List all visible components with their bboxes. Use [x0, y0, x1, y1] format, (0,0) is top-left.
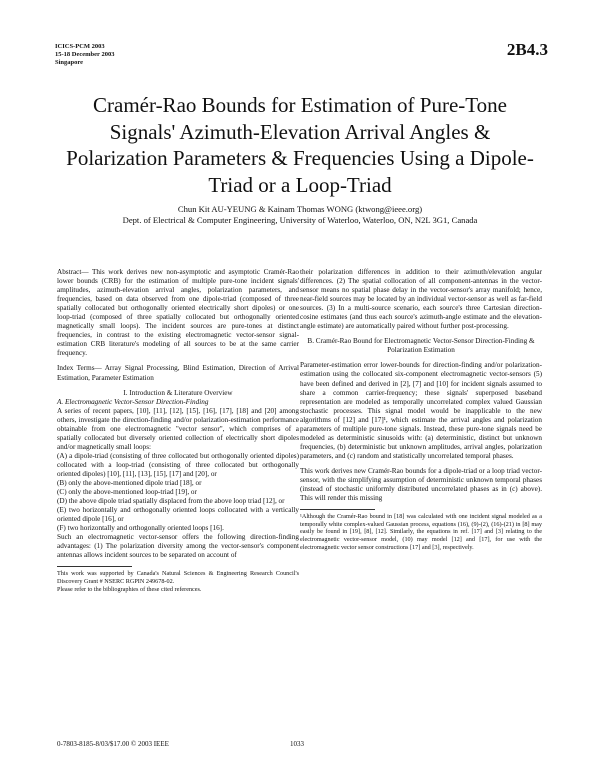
- conference-line: Singapore: [55, 59, 84, 66]
- paragraph: A series of recent papers, [10], [11], [12], [15], [16], [17], [18] and [20] among others, investigate the direction-finding and/or polarization-estimation performance obtainable from one electromagnetic "vector sensor", which comprises of a spatially collocated but diversely oriented collection of electrically short dipoles and/or magnetically small loops:: [57, 406, 299, 451]
- conference-line: 15-18 December 2003: [55, 51, 115, 58]
- isbn-line: 0-7803-8185-8/03/$17.00 © 2003 IEEE: [57, 740, 169, 748]
- list-item: (D) the above dipole triad spatially displaced from the above loop triad [12], or: [57, 497, 285, 506]
- affiliation: Dept. of Electrical & Computer Engineering, University of Waterloo, Waterloo, ON, N2L 3G1, Canada: [122, 215, 478, 225]
- footnote-rule: [57, 566, 132, 567]
- paper-title: Cramér-Rao Bounds for Estimation of Pure-Tone Signals' Azimuth-Elevation Arrival Angles & Polarization Parameters & Frequencies Using a Dipole-Triad or a Loop-Triad: [66, 93, 534, 197]
- list-item: (C) only the above-mentioned loop-triad [19], or: [57, 488, 197, 497]
- paragraph: This work derives new Cramér-Rao bounds for a dipole-triad or a loop triad vector-sensor, with the simplifying assumption of deterministic unknown temporal phases (instead of stochastic uniformly distributed uncorrelated phases as in (c) above). This will render this missing: [300, 466, 542, 503]
- paragraph: Parameter-estimation error lower-bounds for direction-finding and/or polarization-estimation using the collocated six-component electromagnetic vector-sensors (5) have been defined and derived in [2], [7] and [10] for incident signals assumed to share a common carrier-frequency; these signals' superposed baseband representation are modeled as temporally uncorrelated complex valued Gaussian stochastic processes. This signal model would be inapplicable to the new algorithms of [12] and [17]¹, which estimate the arrival angles and polarization parameters of multiple pure-tone signals. Instead, these pure-tone signals need be modeled as deterministic sinusoids with: (a) deterministic, distinct but unknown frequencies, (b) deterministic but unknown amplitudes, arrival angles, polarization parameters, and (c) random and statistically uncorrelated temporal phases.: [300, 361, 542, 460]
- footnote: ¹Although the Cramér-Rao bound in [18] was calculated with one incident signal modeled as a temporally white complex-valued Gaussian process, equations (16), (9)-(2), (16)-(21) in [8] may easily be found in [19], [8], [12]. Similarly, the equations in ref. [17] and [3] relating to the electromagnetic vector-sensor model, (10) may model [12] and [17], for use with the electromagnetic vector sensor constructions [17] and [3], respectively.: [300, 513, 542, 551]
- right-column: [300, 268, 542, 551]
- conference-line: ICICS-PCM 2003: [55, 43, 105, 50]
- author-block: [40, 204, 560, 226]
- section-heading: B. Cramér-Rao Bound for Electromagnetic Vector-Sensor Direction-Finding & Polarization Estimation: [307, 337, 535, 355]
- left-column: [57, 268, 299, 593]
- list-item: (F) two horizontally and orthogonally oriented loops [16].: [57, 524, 224, 533]
- section-heading: I. Introduction & Literature Overview: [123, 388, 233, 397]
- authors: Chun Kit AU-YEUNG & Kainam Thomas WONG (ktwong@ieee.org): [177, 204, 423, 214]
- paragraph: Such an electromagnetic vector-sensor offers the following direction-finding advantages: (1) The polarization diversity among the vector-sensor's component antennas allows incident sources to be separated on account of: [57, 533, 299, 560]
- list-item: (E) two horizontally and orthogonally oriented loops collocated with a vertically oriented dipole [16], or: [57, 506, 299, 524]
- page-number: 1033: [290, 740, 304, 748]
- subsection-heading: A. Electromagnetic Vector-Sensor Direction-Finding: [57, 397, 209, 406]
- footnote: This work was supported by Canada's Natural Sciences & Engineering Research Council's Discovery Grant # NSERC RGPIN 249678-02.: [57, 570, 299, 586]
- abstract: Abstract— This work derives new non-asymptotic and asymptotic Cramér-Rao lower bounds (CRB) for the estimation of multiple pure-tone incident signals' amplitudes, azimuth-elevation arrival angles, polarization parameters, and frequencies, based on data observed from one dipole-triad (composed of three spatially collocated but orthogonally oriented electrically short dipoles) or one loop-triad (composed of three spatially collocated but orthogonally oriented magnetically small loops). The incident sources are pure-tones at distinct frequencies, in contrast to the existing electromagnetic vector-sensor signal-estimation CRB literature's modeling of all sources to be at the same carrier frequency.: [57, 268, 299, 358]
- conference-info: [55, 43, 114, 67]
- paragraph: their polarization differences in addition to their azimuth/elevation angular differences. (2) The spatial collocation of all component-antennas in the vector-sensor means no spatial phase delay in the vector-sensor's array manifold; hence, near-field sources may be located by an individual vector-sensor as well as far-field sources. (3) In a multi-source scenario, each source's three Cartesian direction-cosine estimates (and thus each source's azimuth-angle estimate and the elevation-angle estimate) are automatically paired without further post-processing.: [300, 268, 542, 331]
- session-code: 2B4.3: [506, 40, 548, 59]
- footnote: Please refer to the bibliographies of these cited references.: [57, 585, 202, 593]
- index-terms: Index Terms— Array Signal Processing, Blind Estimation, Direction of Arrival Estimation, Parameter Estimation: [57, 364, 299, 382]
- list-item: (B) only the above-mentioned dipole triad [18], or: [57, 479, 202, 488]
- footnote-rule: [300, 509, 375, 510]
- list-item: (A) a dipole-triad (consisting of three collocated but orthogonally oriented dipoles) collocated with a loop-triad (consisting of three collocated but orthogonally oriented dipoles) [10], [11], [13], [15], [17] and [20], or: [57, 451, 299, 478]
